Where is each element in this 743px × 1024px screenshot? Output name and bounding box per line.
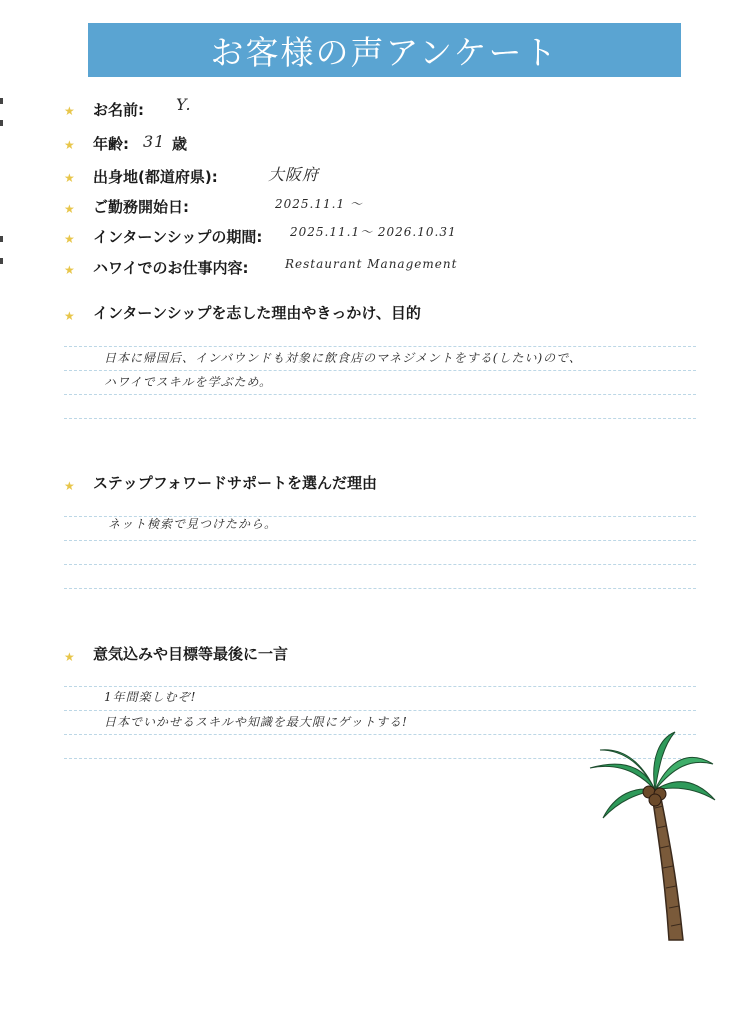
job-content-label: ハワイでのお仕事内容: (93, 259, 249, 277)
answer-line (64, 394, 696, 395)
answer-line (64, 346, 696, 347)
answer-line (64, 686, 696, 687)
section-heading-message: 意気込みや目標等最後に一言 (93, 645, 289, 663)
hometown-label: 出身地(都道府県): (93, 168, 218, 186)
age-label: 年齢: (93, 135, 129, 153)
answer-line (64, 370, 696, 371)
name-label: お名前: (93, 101, 144, 119)
star-icon: ★ (64, 232, 75, 246)
section-heading-reason: インターンシップを志した理由やきっかけ、目的 (93, 304, 421, 322)
age-value: 31 (143, 132, 166, 151)
answer-text: ネット検索で見つけたから。 (108, 517, 278, 531)
answer-line (64, 540, 696, 541)
hometown-value: 大阪府 (268, 165, 320, 184)
internship-period-value: 2025.11.1～ 2026.10.31 (290, 225, 457, 239)
section-heading-choice: ステップフォワードサポートを選んだ理由 (93, 474, 377, 492)
start-date-label: ご勤務開始日: (93, 198, 189, 216)
answer-text: ハワイでスキルを学ぶため。 (104, 375, 273, 389)
page-title: お客様の声アンケート (88, 23, 681, 77)
star-icon: ★ (64, 104, 75, 118)
answer-line (64, 564, 696, 565)
palm-tree-illustration (585, 728, 720, 948)
scan-mark (0, 258, 3, 264)
star-icon: ★ (64, 479, 75, 493)
answer-text: 日本でいかせるスキルや知識を最大限にゲットする! (104, 715, 408, 729)
start-date-value: 2025.11.1 ～ (275, 197, 363, 211)
answer-text: 1年間楽しむぞ! (104, 690, 197, 704)
star-icon: ★ (64, 202, 75, 216)
star-icon: ★ (64, 263, 75, 277)
age-suffix: 歳 (172, 135, 188, 153)
star-icon: ★ (64, 309, 75, 323)
star-icon: ★ (64, 171, 75, 185)
answer-line (64, 588, 696, 589)
answer-line (64, 418, 696, 419)
star-icon: ★ (64, 138, 75, 152)
name-value: Y. (176, 95, 192, 114)
job-content-value: Restaurant Management (285, 257, 458, 271)
internship-period-label: インターンシップの期間: (93, 228, 263, 246)
scan-mark (0, 120, 3, 126)
scan-mark (0, 98, 3, 104)
star-icon: ★ (64, 650, 75, 664)
scan-mark (0, 236, 3, 242)
answer-line (64, 710, 696, 711)
answer-text: 日本に帰国后、インバウンドも対象に飲食店のマネジメントをする(したい)ので、 (104, 351, 582, 365)
